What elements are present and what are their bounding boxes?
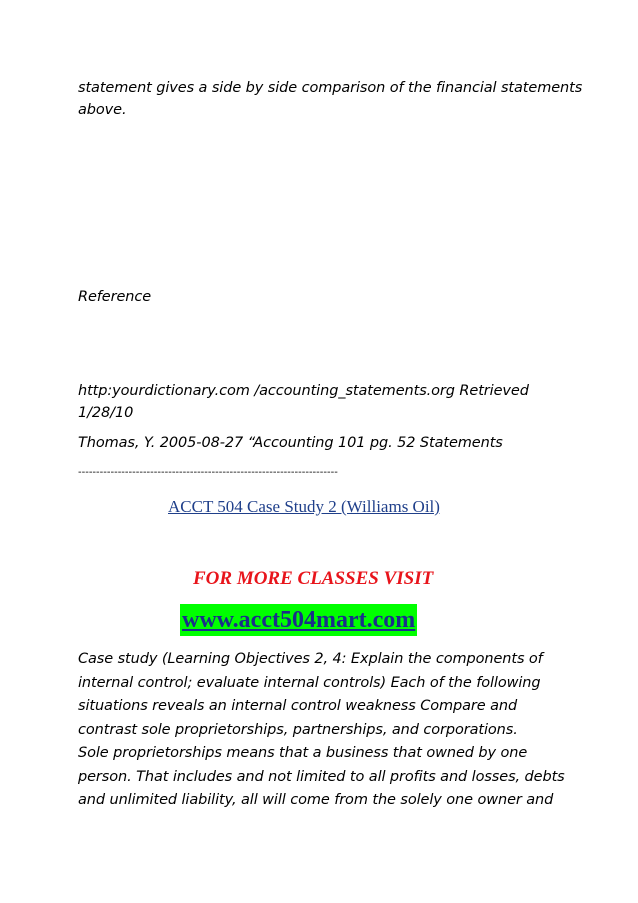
reference-heading: Reference xyxy=(78,289,152,305)
body-line: situations reveals an internal control weakness Compare and xyxy=(78,698,518,714)
case-study-link[interactable]: ACCT 504 Case Study 2 (Williams Oil) xyxy=(168,497,440,516)
body-line: and unlimited liability, all will come from the solely one owner and xyxy=(78,792,554,808)
body-line: contrast sole proprietorships, partnerships, and corporations. xyxy=(78,721,518,738)
top-paragraph-line: above. xyxy=(78,102,127,118)
reference-line: http:yourdictionary.com /accounting_statements.org Retrieved xyxy=(78,383,529,399)
separator-line: ------------------------------------------------------------------------ xyxy=(78,467,338,478)
body-line: internal control; evaluate internal controls) Each of the following xyxy=(78,674,541,691)
body-line: person. That includes and not limited to all profits and losses, debts xyxy=(78,768,565,785)
body-paragraph xyxy=(78,648,598,813)
top-paragraph xyxy=(78,77,598,121)
promo-url-link[interactable]: www.acct504mart.com xyxy=(180,604,417,636)
reference-2: Thomas, Y. 2005-08-27 “Accounting 101 pg. 52 Statements xyxy=(78,435,503,451)
body-line: Case study (Learning Objectives 2, 4: Explain the components of xyxy=(78,651,543,667)
reference-1 xyxy=(78,380,598,424)
body-line: Sole proprietorships means that a business that owned by one xyxy=(78,745,528,761)
reference-line: 1/28/10 xyxy=(78,405,134,421)
promo-heading: FOR MORE CLASSES VISIT xyxy=(193,568,434,589)
top-paragraph-line: statement gives a side by side comparison of the financial statements xyxy=(78,80,583,96)
